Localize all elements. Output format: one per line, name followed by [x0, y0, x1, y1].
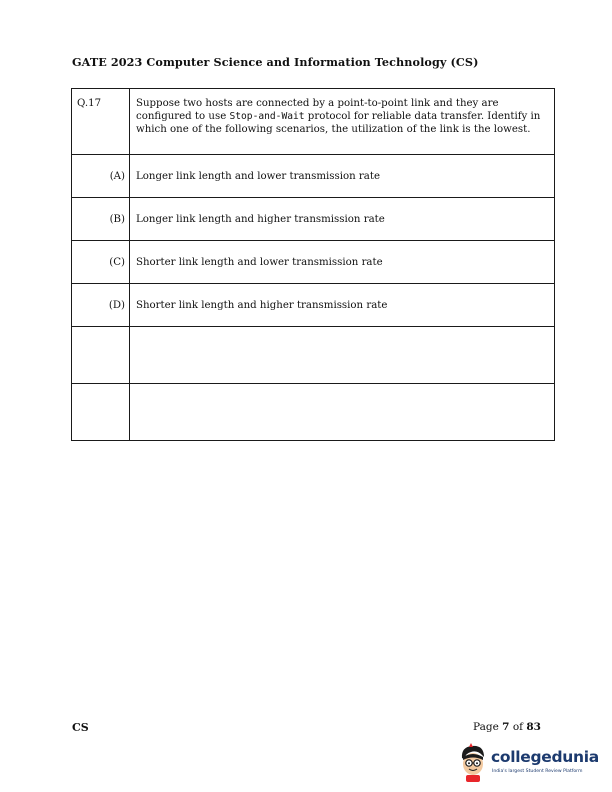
page-prefix: Page — [473, 721, 499, 733]
question-text-part-2: protocol for reliable data transfer. Identify in which one of the following scenarios, the utilization of the link is the lowest. — [136, 111, 541, 135]
page-header-title: GATE 2023 Computer Science and Information Technology (CS) — [72, 55, 479, 69]
option-label: (D) — [72, 284, 130, 327]
question-text-part-1: Suppose two hosts are connected by a point-to-point link and they are configured to use — [136, 98, 499, 122]
question-number: Q.17 — [72, 89, 130, 155]
option-row-c — [72, 241, 555, 284]
collegedunia-logo[interactable] — [455, 742, 599, 782]
option-text: Shorter link length and higher transmission rate — [130, 284, 555, 327]
blank-row — [72, 327, 555, 384]
option-row-a — [72, 155, 555, 198]
logo-brand-text: collegedunia — [491, 748, 599, 766]
option-row-b — [72, 198, 555, 241]
protocol-code: Stop-and-Wait — [229, 111, 305, 122]
mascot-icon — [455, 742, 491, 782]
option-text: Longer link length and lower transmission rate — [130, 155, 555, 198]
blank-cell — [72, 384, 130, 441]
option-label: (A) — [72, 155, 130, 198]
option-row-d — [72, 284, 555, 327]
logo-tagline: India's largest Student Review Platform — [492, 769, 583, 774]
page-current: 7 — [502, 721, 510, 733]
page-total: 83 — [526, 721, 541, 733]
option-text: Longer link length and higher transmission rate — [130, 198, 555, 241]
option-label: (C) — [72, 241, 130, 284]
question-text — [130, 89, 555, 155]
option-label: (B) — [72, 198, 130, 241]
blank-cell — [72, 327, 130, 384]
footer-subject: CS — [72, 721, 89, 734]
question-stem-row — [72, 89, 555, 155]
blank-cell — [130, 327, 555, 384]
blank-row — [72, 384, 555, 441]
blank-cell — [130, 384, 555, 441]
page-of: of — [512, 721, 524, 733]
option-text: Shorter link length and lower transmission rate — [130, 241, 555, 284]
question-table — [71, 88, 555, 441]
footer-page-number — [473, 721, 541, 733]
